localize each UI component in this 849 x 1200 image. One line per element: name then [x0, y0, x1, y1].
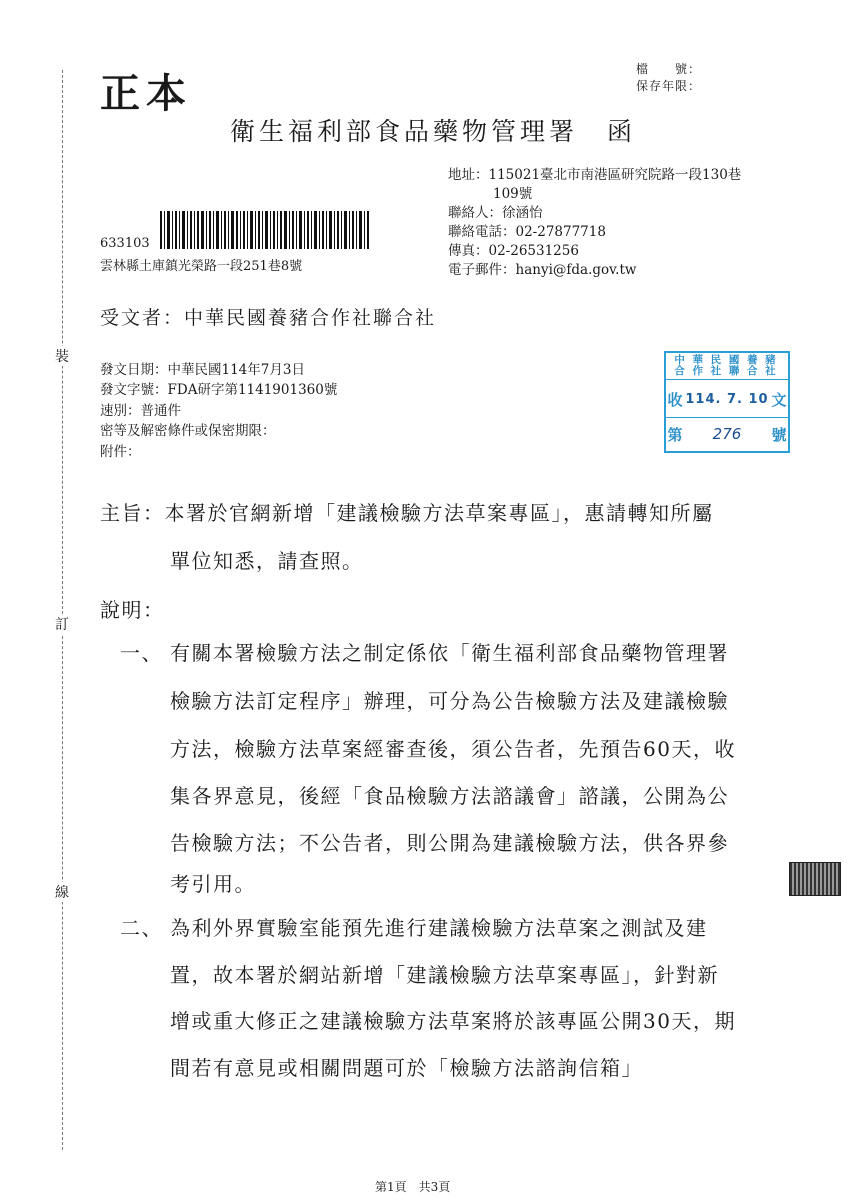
- sender-phone: 聯絡電話：02-27877718: [448, 224, 606, 240]
- stamp-no-suffix: 號: [771, 425, 787, 444]
- mailing-address: 雲林縣土庫鎮光榮路一段251巷8號: [100, 259, 303, 274]
- sender-address-line1: 地址：115021臺北市南港區研究院路一段130巷: [448, 167, 742, 183]
- subject-line1: 主旨：本署於官網新增「建議檢驗方法草案專區」，惠請轉知所屬: [100, 501, 714, 525]
- receipt-stamp: [664, 351, 790, 453]
- sender-contact: 聯絡人：徐涵怡: [448, 205, 543, 221]
- stamp-org-line2: 合 作 社 聯 合 社: [674, 365, 778, 377]
- item-2-number: 二、: [120, 916, 163, 940]
- item-2-line: 增或重大修正之建議檢驗方法草案將於該專區公開30天，期: [170, 1009, 736, 1033]
- postal-code: 633103: [100, 236, 150, 251]
- item-1-number: 一、: [120, 641, 163, 665]
- stamp-number: 276: [712, 425, 742, 443]
- copy-mark: 正本: [100, 70, 192, 117]
- sender-address-line2: 109號: [493, 186, 533, 202]
- recipient: 受文者：中華民國養豬合作社聯合社: [100, 307, 437, 329]
- document-number: 發文字號：FDA研字第1141901360號: [100, 382, 338, 398]
- item-2-line: 間若有意見或相關問題可於「檢驗方法諮詢信箱」: [170, 1056, 643, 1080]
- subject-line2: 單位知悉，請查照。: [170, 549, 364, 573]
- secrecy-level: 密等及解密條件或保密期限：: [100, 423, 276, 439]
- issue-date: 發文日期：中華民國114年7月3日: [100, 362, 305, 378]
- item-2-line: 置，故本署於網站新增「建議檢驗方法草案專區」，針對新: [170, 963, 719, 987]
- page-title: 衛生福利部食品藥物管理署 函: [230, 117, 637, 146]
- binding-mark-xian: 線: [55, 882, 69, 902]
- item-1-line: 集各界意見，後經「食品檢驗方法諮議會」諮議，公開為公: [170, 784, 729, 808]
- item-2-line: 為利外界實驗室能預先進行建議檢驗方法草案之測試及建: [170, 916, 708, 940]
- archive-retention: 保存年限：: [635, 79, 701, 93]
- postal-barcode: [160, 211, 370, 249]
- binding-mark-zhuang: 裝: [55, 346, 69, 366]
- binding-line: [62, 70, 63, 1150]
- side-seal: [789, 862, 841, 896]
- sender-fax: 傳真：02-26531256: [448, 243, 579, 259]
- stamp-received-label: 收: [667, 390, 683, 409]
- item-1-line: 告檢驗方法；不公告者，則公開為建議檢驗方法，供各界參: [170, 831, 729, 855]
- item-1-line: 檢驗方法訂定程序」辦理，可分為公告檢驗方法及建議檢驗: [170, 689, 729, 713]
- explanation-label: 說明：: [100, 598, 165, 622]
- speed-class: 速別：普通件: [100, 403, 181, 419]
- page-footer: 第1頁 共3頁: [375, 1180, 451, 1194]
- item-1-line: 考引用。: [170, 872, 256, 896]
- stamp-doc-label: 文: [771, 390, 787, 409]
- archive-file-no: 檔 號：: [635, 62, 701, 76]
- sender-email: 電子郵件：hanyi@fda.gov.tw: [448, 262, 637, 278]
- item-1-line: 方法，檢驗方法草案經審查後，須公告者，先預告60天，收: [170, 737, 736, 761]
- binding-mark-ding: 訂: [55, 614, 69, 634]
- stamp-org-line1: 中 華 民 國 養 豬: [674, 354, 778, 366]
- attachment: 附件：: [100, 444, 141, 460]
- stamp-no-prefix: 第: [667, 425, 683, 444]
- stamp-date: 114. 7. 10: [685, 391, 769, 407]
- item-1-line: 有關本署檢驗方法之制定係依「衛生福利部食品藥物管理署: [170, 641, 729, 665]
